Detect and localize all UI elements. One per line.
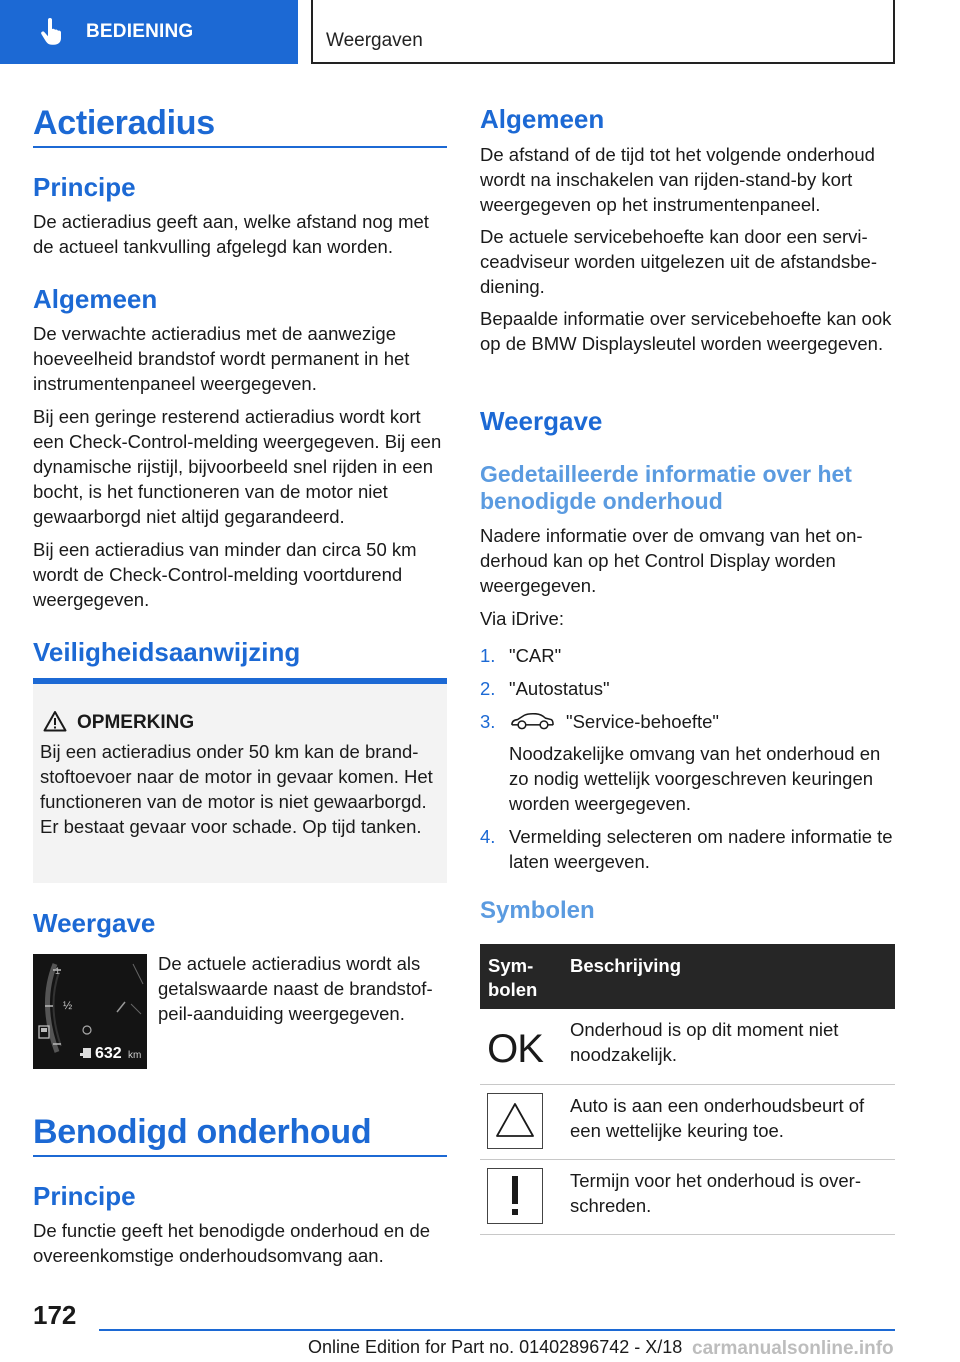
heading-principe-2: Principe bbox=[33, 1181, 136, 1211]
row-description: Onderhoud is op dit moment niet noodzakelijk. bbox=[570, 1019, 839, 1065]
algemeen-paragraph-3: Bij een actieradius van minder dan circa 50 km wordt de Check-Control-melding voortdurend weergegeven. bbox=[33, 539, 417, 610]
step-text: "Service-behoefte" bbox=[566, 711, 719, 732]
step-text: Vermelding selecteren om nadere informatie te laten weergeven. bbox=[509, 826, 893, 872]
exclamation-icon bbox=[487, 1168, 543, 1224]
heading-veiligheid: Veiligheidsaanwijzing bbox=[33, 637, 301, 667]
principe-text: De actieradius geeft aan, welke afstand nog met de actueel tankvulling afgelegd kan worden. bbox=[33, 211, 429, 257]
step-number: 2. bbox=[480, 678, 496, 699]
instrument-cluster-image bbox=[33, 954, 147, 1069]
via-idrive: Via iDrive: bbox=[480, 608, 564, 629]
warning-triangle-icon bbox=[487, 1093, 543, 1149]
warning-triangle-icon bbox=[43, 710, 67, 732]
table-row bbox=[480, 1085, 895, 1160]
heading-symbolen: Symbolen bbox=[480, 897, 595, 924]
heading-principe: Principe bbox=[33, 172, 136, 202]
right-paragraph-3: Bepaalde informatie over servicebehoefte kan ook op de BMW Displaysleutel worden weergegeven. bbox=[480, 308, 892, 354]
row-description: Termijn voor het onderhoud is overschreden. bbox=[570, 1170, 862, 1216]
edition-text: Online Edition for Part no. 01402896742 - X/18 bbox=[308, 1337, 683, 1357]
title-rule-2 bbox=[33, 1155, 447, 1157]
heading-gedetailleerde-informatie: Gedetailleerde informatie over het benodigde onderhoud bbox=[480, 461, 852, 514]
principe-text-2: De functie geeft het benodigde onderhoud en de overeenkomstige onderhoudsomvang aan. bbox=[33, 1220, 431, 1266]
page-header bbox=[0, 0, 960, 66]
title-benodigd-onderhoud: Benodigd onderhoud bbox=[33, 1113, 372, 1151]
range-value: 632 bbox=[95, 1045, 122, 1062]
algemeen-paragraph-2: Bij een geringe resterend actieradius wordt kort een Check-Control-melding weergegeven. Bij een dynamische rijstijl, bijvoorbeeld snel rijden in een bocht, is het functioneren van de motor niet gewaarborgd niet altijd gegarandeerd. bbox=[33, 406, 442, 527]
right-paragraph-1: De afstand of de tijd tot het volgende onderhoud wordt na inschakelen van rijden-stand-by kort weergegeven op het instrumentenpaneel. bbox=[480, 144, 875, 215]
row-description: Auto is aan een onderhoudsbeurt of een wettelijke keuring toe. bbox=[570, 1095, 865, 1141]
svg-text:1: 1 bbox=[55, 966, 61, 976]
step-number: 3. bbox=[480, 711, 496, 732]
header-beschrijving: Beschrijving bbox=[570, 955, 682, 976]
algemeen-paragraph-1: De verwachte actieradius met de aanwezige hoeveelheid brandstof wordt permanent in het instrumentenpaneel weergegeven. bbox=[33, 323, 410, 394]
section-label: BEDIENING bbox=[86, 21, 194, 42]
section-tab bbox=[0, 0, 298, 64]
step-text: Noodzakelijke omvang van het onderhoud en zo nodig wettelijk voorgeschreven keuringen worden weergegeven. bbox=[509, 743, 881, 814]
hand-pointer-icon bbox=[40, 18, 64, 46]
breadcrumb-label: Weergaven bbox=[326, 30, 423, 51]
step-text: "CAR" bbox=[509, 645, 562, 666]
page-number: 172 bbox=[33, 1300, 77, 1330]
detail-paragraph: Nadere informatie over de omvang van het onderhoud kan op het Control Display worden weergegeven. bbox=[480, 525, 863, 596]
step-number: 1. bbox=[480, 645, 496, 666]
step-number: 4. bbox=[480, 826, 496, 847]
weergave-text-left: De actuele actieradius wordt als getalswaarde naast de brandstofpeil-aanduiding weergegeven. bbox=[158, 953, 433, 1024]
title-rule bbox=[33, 146, 447, 148]
car-icon bbox=[509, 711, 555, 731]
note-body: Bij een actieradius onder 50 km kan de brandstoftoevoer naar de motor in gevaar komen. Het functioneren van de motor is niet gewaarborgd. Er bestaat gevaar voor schade. Op tijd tanken. bbox=[40, 741, 433, 837]
half-mark: ½ bbox=[63, 1000, 73, 1012]
watermark: carmanualsonline.info bbox=[692, 1338, 894, 1359]
title-actieradius: Actieradius bbox=[33, 104, 215, 142]
warning-note bbox=[33, 678, 447, 883]
heading-algemeen: Algemeen bbox=[33, 284, 158, 314]
header-symbolen: Symbolen bbox=[488, 955, 538, 1000]
note-title: OPMERKING bbox=[77, 712, 195, 733]
right-paragraph-2: De actuele servicebehoefte kan door een serviceadviseur worden uitgelezen uit de afstandsbediening. bbox=[480, 226, 877, 297]
table-header bbox=[480, 944, 895, 1009]
range-unit: km bbox=[128, 1050, 142, 1061]
footer-rule bbox=[99, 1329, 895, 1331]
table-row bbox=[480, 1009, 895, 1085]
table-row bbox=[480, 1160, 895, 1235]
ok-symbol-text: OK bbox=[487, 1026, 543, 1071]
breadcrumb bbox=[311, 0, 895, 64]
step-text: "Autostatus" bbox=[509, 678, 610, 699]
ok-symbol bbox=[487, 1021, 543, 1077]
heading-algemeen-right: Algemeen bbox=[480, 104, 605, 134]
heading-weergave-left: Weergave bbox=[33, 908, 156, 938]
heading-weergave-right: Weergave bbox=[480, 406, 603, 436]
